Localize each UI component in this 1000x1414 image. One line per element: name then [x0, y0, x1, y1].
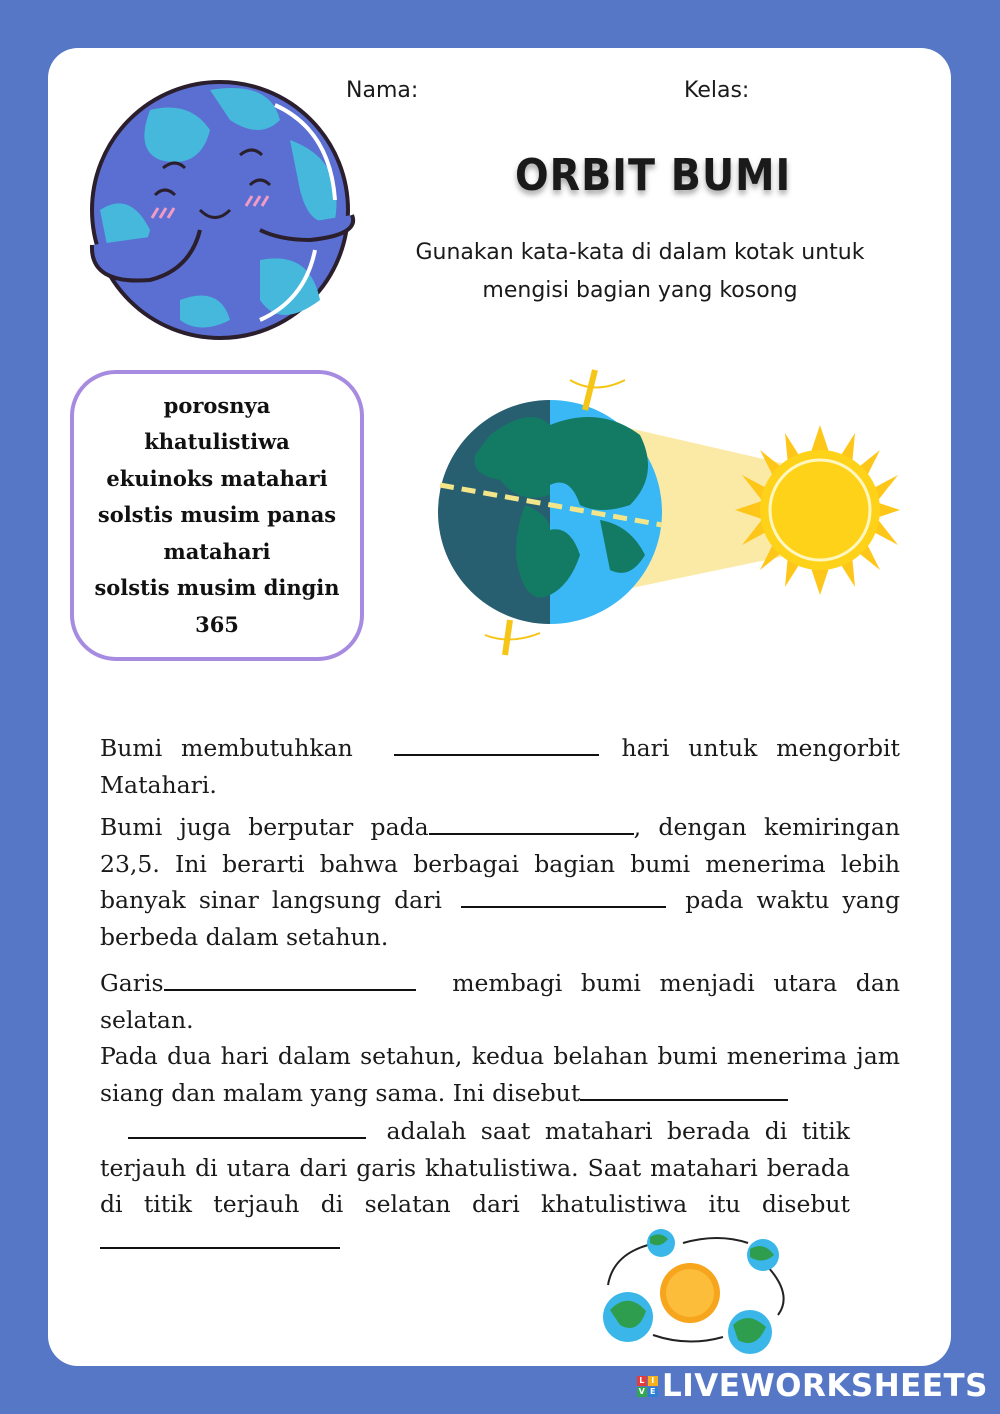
question-1 — [100, 730, 900, 803]
brand-text: LIVEWORKSHEETS — [662, 1368, 988, 1404]
answer-blank-1[interactable] — [394, 730, 599, 756]
name-label: Nama: — [346, 78, 419, 103]
word-bank-item[interactable]: 365 — [195, 611, 239, 637]
question-text: adalah saat matahari berada di titik terjauh di utara dari garis khatulistiwa. Saat matahari berada di titik terjauh di selatan dari khatulistiwa itu disebut — [100, 1117, 850, 1218]
question-text: membagi bumi menjadi utara dan selatan. — [100, 969, 900, 1034]
word-bank-item[interactable]: matahari — [163, 538, 271, 564]
question-text: pada waktu yang berbeda dalam setahun. — [100, 886, 900, 951]
word-bank-item[interactable]: solstis musim panas — [97, 502, 337, 528]
word-bank-item[interactable]: khatulistiwa — [144, 429, 290, 455]
liveworksheets-logo — [637, 1368, 988, 1404]
instruction-line: mengisi bagian yang kosong — [482, 278, 798, 303]
answer-blank-3[interactable] — [461, 882, 666, 908]
question-3 — [100, 965, 900, 1038]
answer-blank-7[interactable] — [100, 1223, 340, 1249]
question-text: Bumi juga berputar pada — [100, 813, 429, 841]
question-text: , dengan kemiringan 23,5. Ini berarti bahwa berbagai bagian bumi menerima lebih banyak sinar langsung dari — [100, 813, 900, 914]
word-bank-item[interactable]: porosnya — [163, 392, 271, 418]
mini-earth-icon — [647, 1229, 675, 1257]
question-text: hari untuk mengorbit Matahari. — [100, 734, 900, 799]
mini-earth-icon — [603, 1292, 653, 1342]
class-label: Kelas: — [684, 78, 750, 103]
earth-sun-illustration — [430, 355, 905, 665]
earth-globe-icon — [438, 370, 662, 655]
answer-blank-2[interactable] — [429, 809, 634, 835]
answer-blank-4[interactable] — [164, 965, 416, 991]
question-text: Garis — [100, 969, 164, 997]
orbit-cycle-illustration — [598, 1225, 798, 1360]
instructions — [370, 234, 910, 310]
mini-earth-icon — [747, 1239, 779, 1271]
live-badge-icon: L I V E — [637, 1376, 658, 1397]
word-bank-item[interactable]: ekuinoks matahari — [106, 465, 328, 491]
question-2 — [100, 809, 900, 955]
word-bank-item[interactable]: solstis musim dingin — [94, 575, 340, 601]
page-title: ORBIT BUMI — [515, 150, 792, 201]
cute-earth-illustration — [80, 70, 365, 350]
answer-blank-6[interactable] — [128, 1113, 366, 1139]
answer-blank-5[interactable] — [580, 1075, 788, 1101]
mini-earth-icon — [728, 1310, 772, 1354]
question-4 — [100, 1038, 900, 1111]
word-bank-box — [70, 370, 364, 661]
instruction-line: Gunakan kata-kata di dalam kotak untuk — [415, 240, 865, 265]
question-text: Bumi membutuhkan — [100, 734, 353, 762]
question-text: Pada dua hari dalam setahun, kedua belahan bumi menerima jam siang dan malam yang sama. Ini disebut — [100, 1042, 900, 1107]
sun-icon — [735, 425, 900, 595]
